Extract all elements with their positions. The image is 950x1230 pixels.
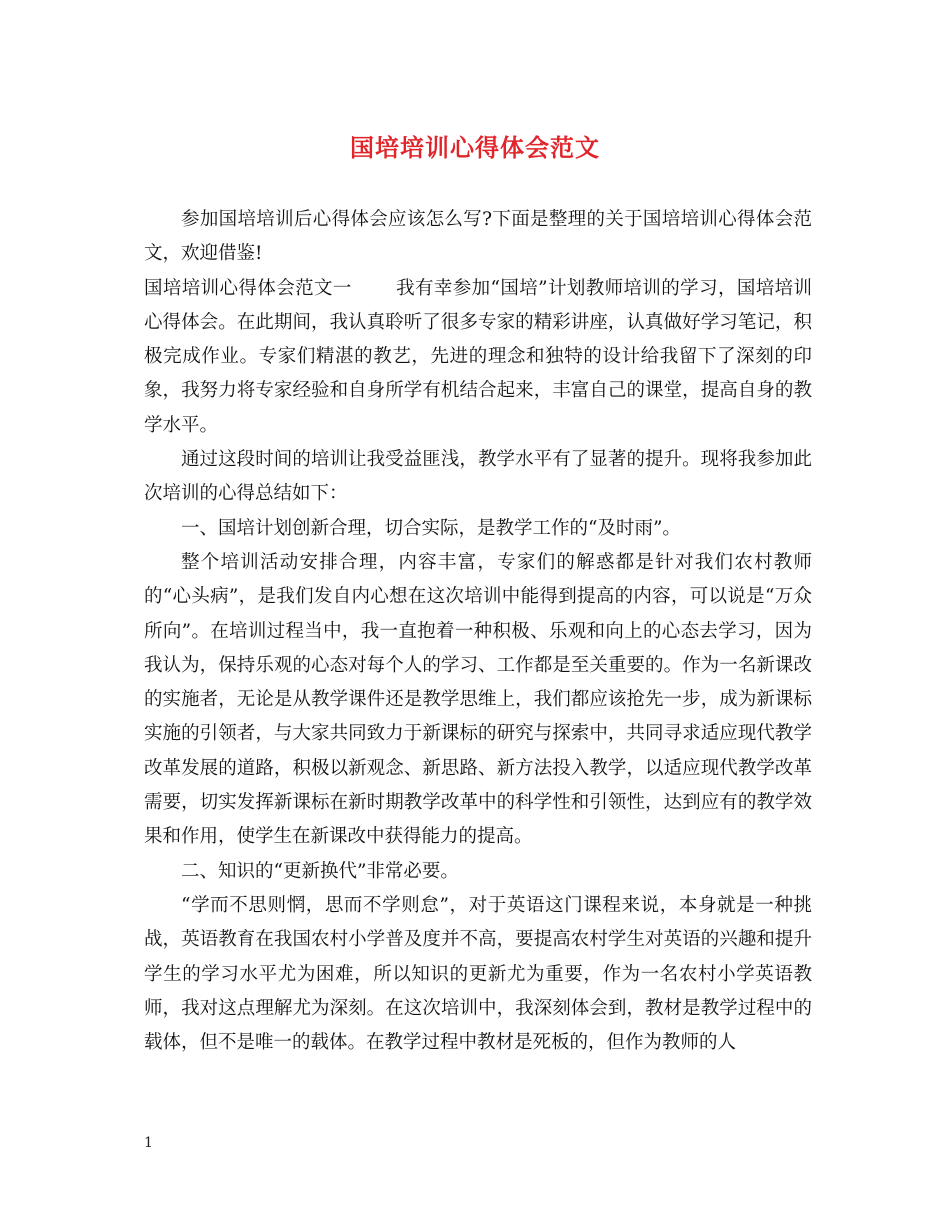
section-heading-one: 一、国培计划创新合理，切合实际，是教学工作的“及时雨”。 <box>181 517 681 539</box>
paragraph-section-two: “学而不思则惘，思而不学则怠”，对于英语这门课程来说，本身就是一种挑战，英语教育在我国农村小学普及度并不高，要提高农村学生对英语的兴趣和提升学生的学习水平尤为困难，所以知识的更新尤为重要，作为一名农村小学英语教师，我对这点理解尤为深刻。在这次培训中，我深刻体会到，教材是教学过程中的载体，但不是唯一的载体。在教学过程中教材是死板的，但作为教师的人 <box>144 894 812 1054</box>
section-heading-two: 二、知识的“更新换代”非常必要。 <box>181 860 459 882</box>
paragraph-sample-one <box>144 272 812 443</box>
paragraph-summary-intro: 通过这段时间的培训让我受益匪浅，教学水平有了显著的提升。现将我参加此次培训的心得总结如下： <box>144 449 812 505</box>
paragraph-section-one: 整个培训活动安排合理，内容丰富，专家们的解惑都是针对我们农村教师的“心头病”，是我们发自内心想在这次培训中能得到提高的内容，可以说是“万众所向”。在培训过程当中，我一直抱着一种积极、乐观和向上的心态去学习，因为我认为，保持乐观的心态对每个人的学习、工作都是至关重要的。作为一名新课改的实施者，无论是从教学课件还是教学思维上，我们都应该抢先一步，成为新课标实施的引领者，与大家共同致力于新课标的研究与探索中，共同寻求适应现代教学改革发展的道路，积极以新观念、新思路、新方法投入教学，以适应现代教学改革需要，切实发挥新课标在新时期教学改革中的科学性和引领性，达到应有的教学效果和作用，使学生在新课改中获得能力的提高。 <box>144 551 812 848</box>
page-number: 1 <box>144 1135 153 1151</box>
document-title: 国培培训心得体会范文 <box>350 133 600 162</box>
sample-heading: 国培培训心得体会范文一 <box>144 277 352 299</box>
sample-one-text: 我有幸参加“国培”计划教师培训的学习，国培培训心得体会。在此期间，我认真聆听了很多专家的精彩讲座，认真做好学习笔记，积极完成作业。专家们精湛的教艺，先进的理念和独特的设计给我留下了深刻的印象，我努力将专家经验和自身所学有机结合起来，丰富自己的课堂，提高自身的教学水平。 <box>144 277 812 436</box>
paragraph-intro: 参加国培培训后心得体会应该怎么写?下面是整理的关于国培培训心得体会范文，欢迎借鉴! <box>144 209 812 265</box>
document-body <box>144 203 812 1060</box>
